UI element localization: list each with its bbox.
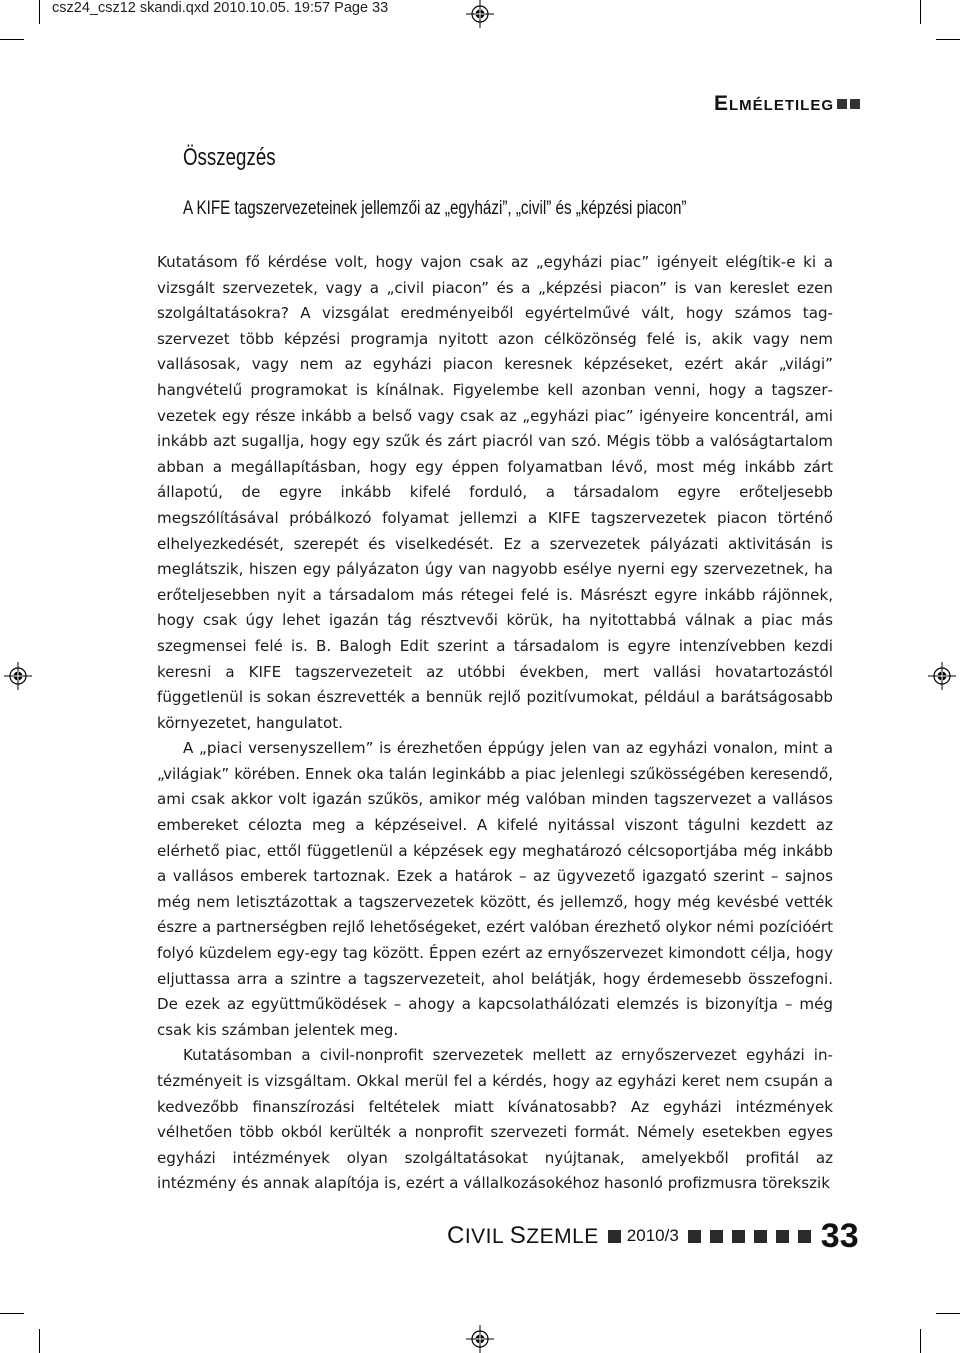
- square-bullet-icon: [776, 1230, 789, 1243]
- journal-title: [447, 1222, 599, 1250]
- square-bullet-icon: [850, 99, 860, 109]
- page-footer: [447, 1216, 859, 1256]
- registration-mark-icon: [466, 0, 494, 28]
- square-bullet-icon: [798, 1230, 811, 1243]
- issue-number: 2010/3: [626, 1226, 679, 1245]
- print-slug: csz24_csz12 skandi.qxd 2010.10.05. 19:57 Page 33: [52, 0, 389, 16]
- square-bullet-icon: [732, 1230, 745, 1243]
- article-subheading: A KIFE tagszervezeteinek jellemzői az „egyházi”, „civil” és „képzési piacon”: [183, 198, 687, 219]
- section-label: Elméletileg: [713, 92, 834, 115]
- article-heading: Összegzés: [183, 144, 276, 171]
- registration-mark-icon: [928, 662, 956, 690]
- square-bullet-icon: [837, 99, 847, 109]
- registration-mark-icon: [466, 1325, 494, 1353]
- crop-mark: [39, 1329, 40, 1353]
- crop-mark: [936, 39, 960, 40]
- crop-mark: [39, 0, 40, 24]
- article-body: [157, 250, 833, 1197]
- paragraph: A „piaci versenyszellem” is érezhetően éppúgy jelen van az egyházi vonalon, mint a „világiak” körében. Ennek oka talán leginkább a piac jelenlegi szűkösségében keresendő, ami csak akkor volt igazán szűkös, amikor még valóban minden tagszervezet a vallásos embereket célozta meg a képzéseivel. A kifelé nyitással viszont tágulni kezdett az elérhető piac, ettől függetlenül a képzések egy meghatározó célcsoportjába még inkább a vallásos emberek tartoznak. Ezek a határok – az ügyvezető igazgató szerint – sajnos még nem letisztázottak a tagszervezetek között, és jellemző, hogy még kevésbé vették észre a partnerségben rejlő lehetőségeket, ezért valóban érezhető olykor némi pozícióért folyó küzdelem egy-egy tag között. Éppen ezért az ernyőszervezet kimondott célja, hogy eljuttassa arra a szintre a tagszervezeteit, ahol belátják, hogy érdemesebb összefogni. De ezek az együttműködések – ahogy a kapcsolathálózati elemzés is bizonyítja – még csak kis számban jelentek meg.: [157, 739, 833, 1039]
- crop-mark: [936, 1313, 960, 1314]
- journal-initial: S: [509, 1222, 527, 1249]
- square-bullet-icon: [754, 1230, 767, 1243]
- crop-mark: [920, 0, 921, 24]
- registration-mark-icon: [4, 662, 32, 690]
- paragraph: Kutatásomban a civil-nonprofit szervezetek mellett az ernyőszervezet egyházi intézményeit is vizsgáltam. Okkal merül fel a kérdés, hogy az egyházi keret nem csupán a kedvezőbb finanszírozási feltételek miatt kívánatosabb? Az egyházi intézmények vélhetően több okból kerülték a nonprofit szervezeti formát. Némely esetekben egyes egyházi intézmények olyan szolgáltatásokat nyújtanak, amelyekből profitál az intézmény és annak alapítója is, ezért a vállalkozásokéhoz hasonló profizmusra törekszik: [157, 1046, 833, 1193]
- paragraph: Kutatásom fő kérdése volt, hogy vajon csak az „egyházi piac” igényeit elégítik-e ki a vizsgált szervezetek, vagy a „civil piacon” és a „képzési piacon” is van kereslet ezen szolgáltatásokra? A vizsgálat eredményeiből egyértelművé vált, hogy számos tagszervezet több képzési programja nyitott azon célközönség felé is, akik vagy nem vallásosak, vagy nem az egyházi piacon keresnek képzéseket, ezért akár „világi” hangvételű programokat is kínálnak. Figyelembe kell azonban venni, hogy a tagszervezetek egy része inkább a belső vagy csak az „egyházi piac” igényeire koncentrál, ami inkább azt sugallja, hogy egy szűk és zárt piacról van szó. Mégis több a valóságtartalom abban a megállapításban, hogy egy éppen folyamatban lévő, most még inkább zárt állapotú, de egyre inkább kifelé forduló, a társadalom egyre erőteljesebb megszólításával próbálkozó folyamat jellemzi a KIFE tagszervezetek piacon történő elhelyezkedését, szerepét és viselkedését. Ez a szervezetek pályázati aktivitásán is meglátszik, hiszen egy pályázaton úgy van nagyobb esélye nyerni egy szervezetnek, ha erőteljesebben nyit a társadalom más rétegei felé is. Másrészt egyre inkább rájönnek, hogy csak úgy lehet igazán tág résztvevői körük, ha nyitottabbá válnak a piac más szegmensei felé is. B. Balogh Edit szerint a társadalom is egyre intenzívebben kezdi keresni a KIFE tagszervezeteit az utóbbi években, mert vallási hovatartozástól függetlenül is sokan észrevették a bennük rejlő pozitívumokat, például a barátságosabb környezetet, hangulatot.: [157, 253, 833, 732]
- square-bullet-icon: [608, 1230, 621, 1243]
- crop-mark: [920, 1329, 921, 1353]
- crop-mark: [0, 39, 24, 40]
- page-number: 33: [820, 1216, 859, 1255]
- square-bullet-icon: [710, 1230, 723, 1243]
- journal-word: ZEMLE: [526, 1225, 599, 1248]
- section-header: [714, 92, 860, 116]
- journal-word: IVIL: [464, 1225, 510, 1248]
- square-bullet-icon: [688, 1230, 701, 1243]
- crop-mark: [0, 1313, 24, 1314]
- journal-initial: C: [447, 1222, 465, 1249]
